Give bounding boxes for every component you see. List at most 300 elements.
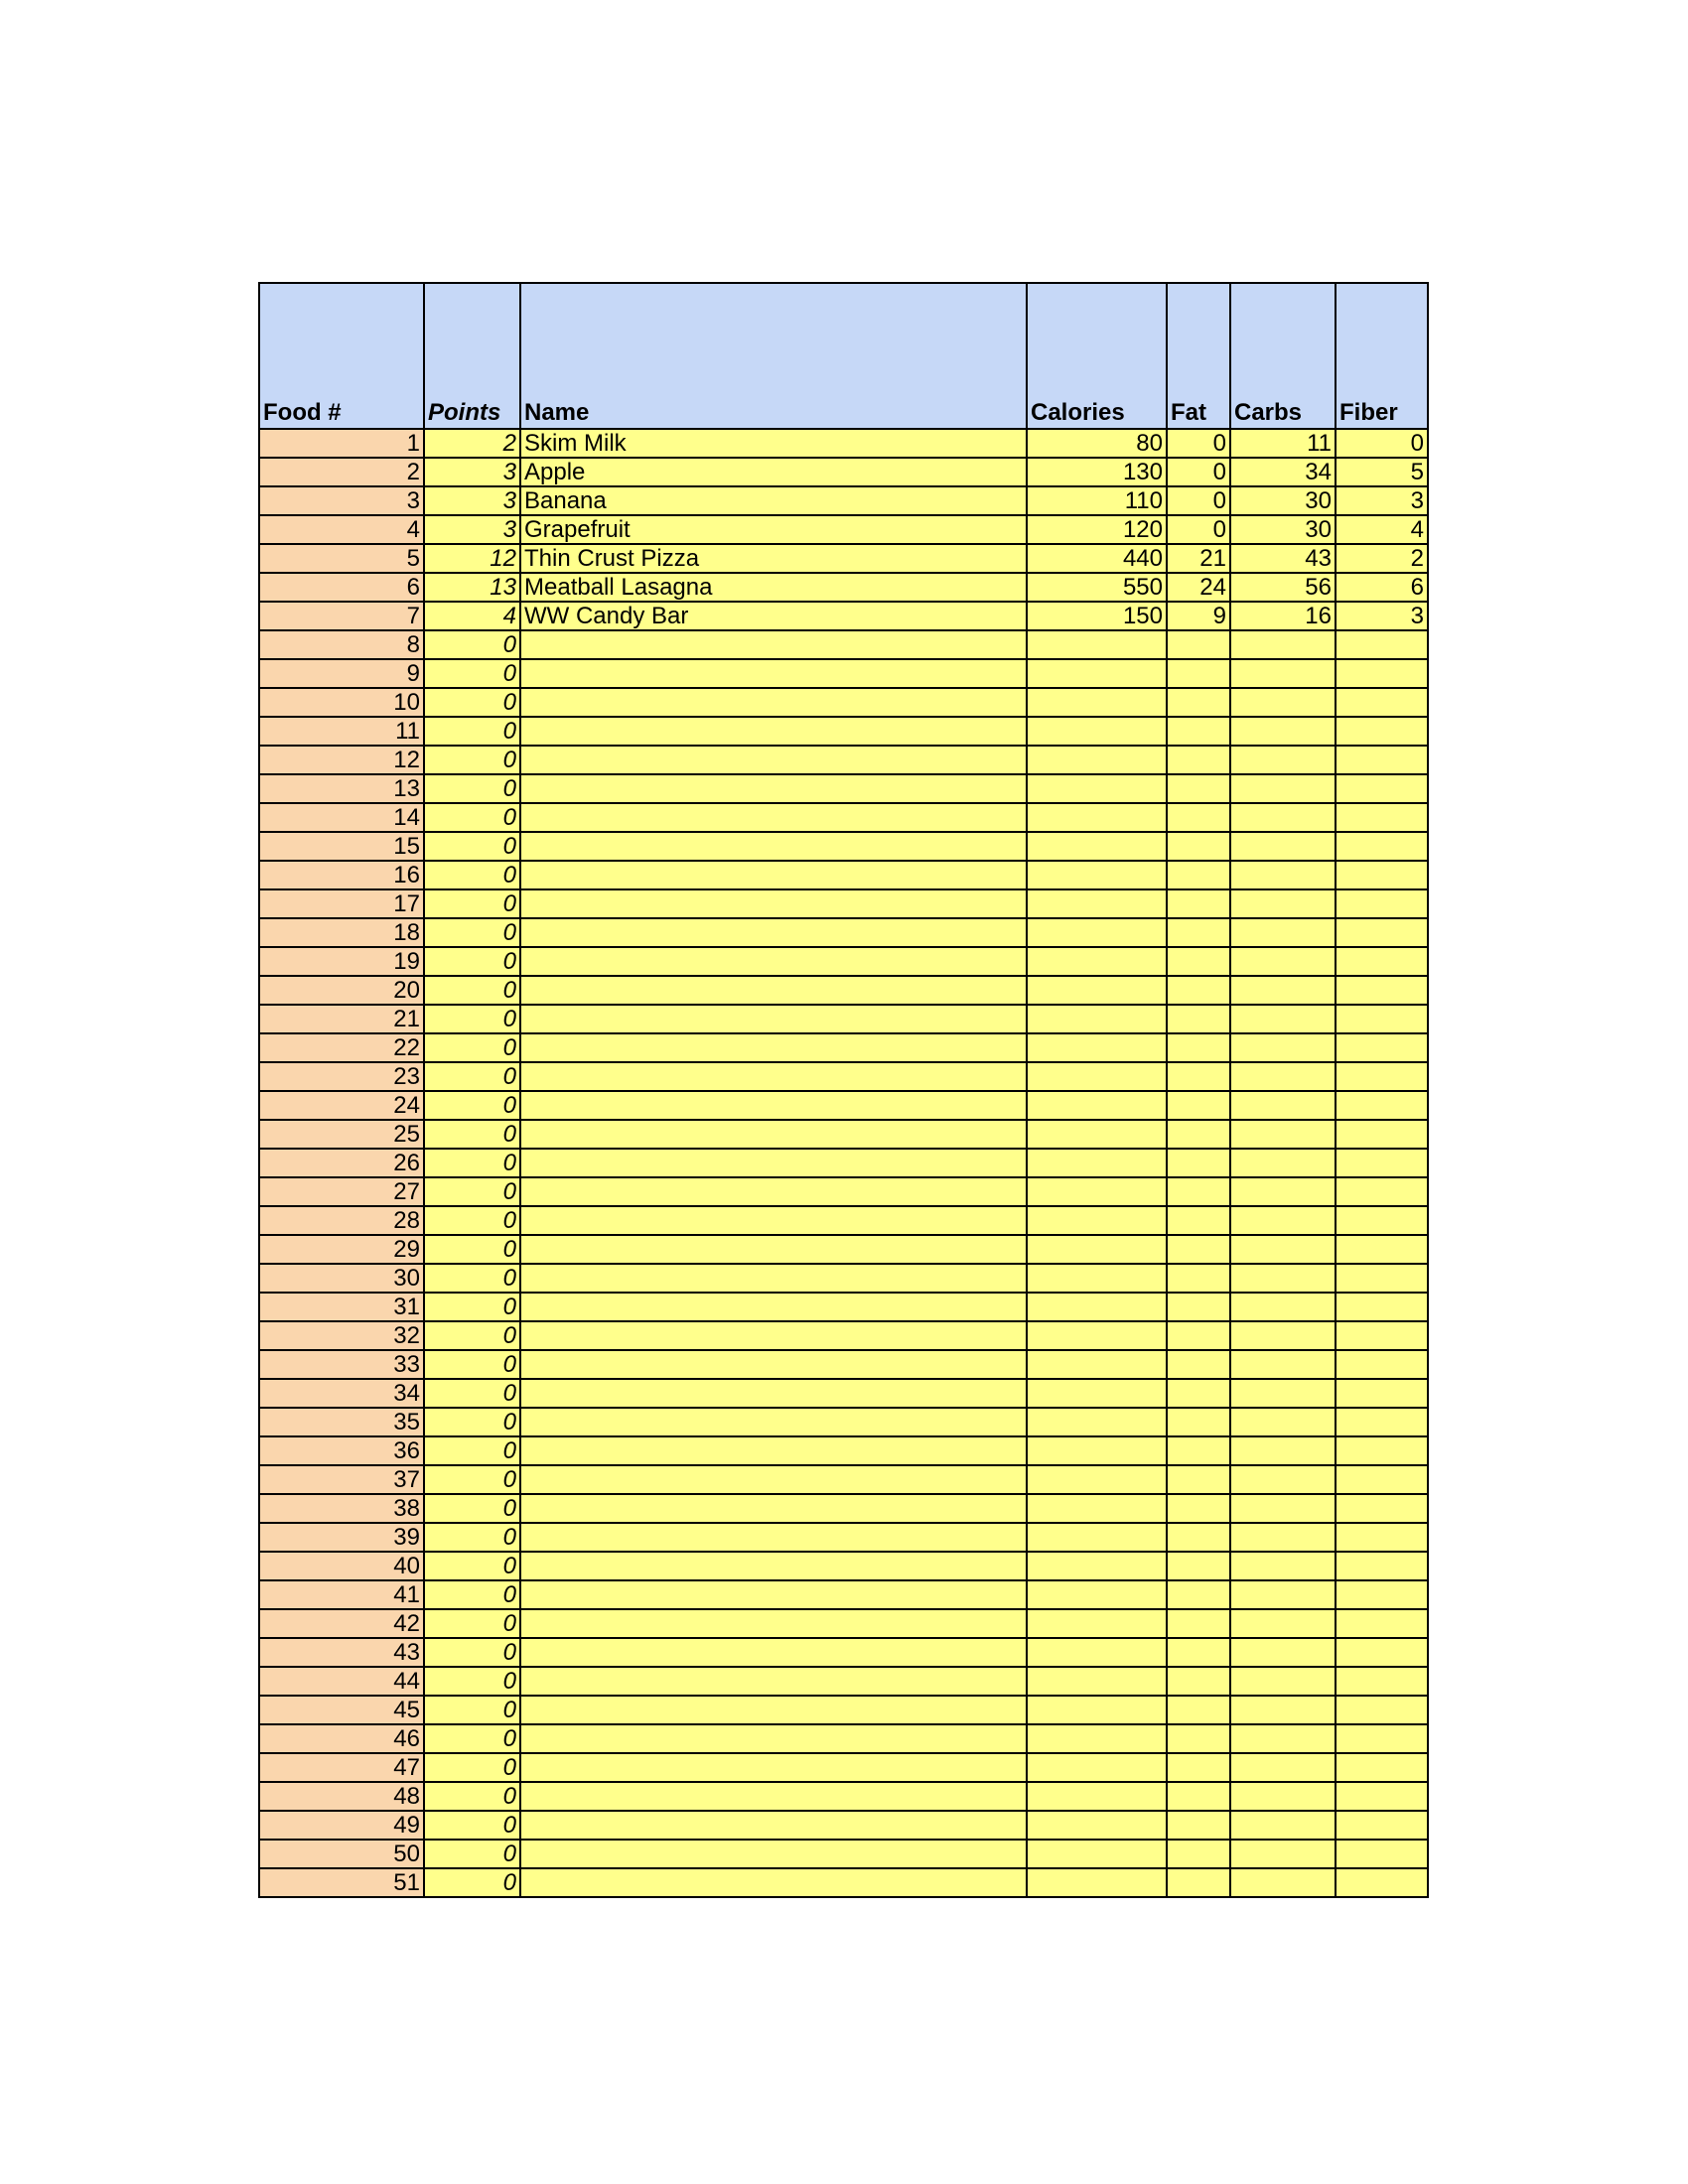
cell-points[interactable]: 0 xyxy=(424,746,520,774)
cell-fiber[interactable] xyxy=(1336,1177,1428,1206)
cell-points[interactable]: 0 xyxy=(424,1811,520,1840)
cell-carbs[interactable]: 56 xyxy=(1230,573,1336,602)
cell-fat[interactable] xyxy=(1167,1379,1230,1408)
cell-fat[interactable] xyxy=(1167,717,1230,746)
cell-name[interactable] xyxy=(520,1840,1027,1868)
cell-fiber[interactable] xyxy=(1336,1696,1428,1724)
cell-points[interactable]: 0 xyxy=(424,1868,520,1897)
cell-fiber[interactable] xyxy=(1336,1667,1428,1696)
cell-points[interactable]: 0 xyxy=(424,1120,520,1149)
cell-calories[interactable] xyxy=(1027,1724,1167,1753)
cell-name[interactable]: Banana xyxy=(520,486,1027,515)
cell-food-number[interactable]: 33 xyxy=(259,1350,424,1379)
cell-fiber[interactable] xyxy=(1336,1264,1428,1293)
cell-calories[interactable] xyxy=(1027,1523,1167,1552)
cell-fat[interactable]: 0 xyxy=(1167,458,1230,486)
cell-points[interactable]: 0 xyxy=(424,1580,520,1609)
header-food-number[interactable]: Food # xyxy=(259,283,424,429)
cell-fiber[interactable] xyxy=(1336,832,1428,861)
cell-name[interactable] xyxy=(520,1667,1027,1696)
cell-food-number[interactable]: 27 xyxy=(259,1177,424,1206)
cell-points[interactable]: 0 xyxy=(424,1667,520,1696)
cell-name[interactable] xyxy=(520,889,1027,918)
cell-food-number[interactable]: 22 xyxy=(259,1033,424,1062)
cell-name[interactable] xyxy=(520,717,1027,746)
cell-points[interactable]: 0 xyxy=(424,1033,520,1062)
cell-name[interactable]: WW Candy Bar xyxy=(520,602,1027,630)
cell-carbs[interactable]: 30 xyxy=(1230,486,1336,515)
cell-fiber[interactable] xyxy=(1336,1321,1428,1350)
cell-carbs[interactable] xyxy=(1230,1005,1336,1033)
cell-fat[interactable] xyxy=(1167,1638,1230,1667)
cell-name[interactable]: Grapefruit xyxy=(520,515,1027,544)
cell-carbs[interactable] xyxy=(1230,1667,1336,1696)
cell-name[interactable] xyxy=(520,1753,1027,1782)
cell-points[interactable]: 0 xyxy=(424,1840,520,1868)
cell-food-number[interactable]: 20 xyxy=(259,976,424,1005)
cell-carbs[interactable] xyxy=(1230,1436,1336,1465)
cell-calories[interactable]: 440 xyxy=(1027,544,1167,573)
cell-food-number[interactable]: 29 xyxy=(259,1235,424,1264)
cell-fiber[interactable]: 3 xyxy=(1336,602,1428,630)
cell-fat[interactable] xyxy=(1167,947,1230,976)
cell-food-number[interactable]: 10 xyxy=(259,688,424,717)
cell-calories[interactable] xyxy=(1027,1782,1167,1811)
cell-fat[interactable]: 21 xyxy=(1167,544,1230,573)
cell-fiber[interactable] xyxy=(1336,976,1428,1005)
cell-fiber[interactable] xyxy=(1336,1149,1428,1177)
cell-points[interactable]: 0 xyxy=(424,630,520,659)
cell-fat[interactable] xyxy=(1167,1840,1230,1868)
header-carbs[interactable]: Carbs xyxy=(1230,283,1336,429)
cell-fiber[interactable] xyxy=(1336,630,1428,659)
cell-calories[interactable] xyxy=(1027,1494,1167,1523)
cell-name[interactable] xyxy=(520,1206,1027,1235)
cell-food-number[interactable]: 49 xyxy=(259,1811,424,1840)
cell-name[interactable]: Thin Crust Pizza xyxy=(520,544,1027,573)
cell-name[interactable] xyxy=(520,1609,1027,1638)
cell-food-number[interactable]: 41 xyxy=(259,1580,424,1609)
cell-name[interactable] xyxy=(520,1149,1027,1177)
cell-fat[interactable] xyxy=(1167,1609,1230,1638)
cell-fiber[interactable]: 3 xyxy=(1336,486,1428,515)
cell-fat[interactable] xyxy=(1167,1177,1230,1206)
cell-fat[interactable] xyxy=(1167,1005,1230,1033)
cell-food-number[interactable]: 19 xyxy=(259,947,424,976)
cell-fiber[interactable] xyxy=(1336,1724,1428,1753)
cell-carbs[interactable] xyxy=(1230,1840,1336,1868)
cell-food-number[interactable]: 38 xyxy=(259,1494,424,1523)
cell-food-number[interactable]: 25 xyxy=(259,1120,424,1149)
cell-name[interactable] xyxy=(520,1523,1027,1552)
cell-points[interactable]: 12 xyxy=(424,544,520,573)
cell-food-number[interactable]: 36 xyxy=(259,1436,424,1465)
cell-fat[interactable] xyxy=(1167,1696,1230,1724)
cell-name[interactable] xyxy=(520,630,1027,659)
cell-fat[interactable] xyxy=(1167,1868,1230,1897)
cell-carbs[interactable] xyxy=(1230,774,1336,803)
cell-food-number[interactable]: 8 xyxy=(259,630,424,659)
cell-food-number[interactable]: 50 xyxy=(259,1840,424,1868)
cell-calories[interactable] xyxy=(1027,1753,1167,1782)
cell-carbs[interactable] xyxy=(1230,1350,1336,1379)
cell-name[interactable] xyxy=(520,1120,1027,1149)
cell-calories[interactable] xyxy=(1027,1638,1167,1667)
cell-points[interactable]: 0 xyxy=(424,1696,520,1724)
cell-fat[interactable] xyxy=(1167,1206,1230,1235)
cell-points[interactable]: 0 xyxy=(424,1350,520,1379)
cell-food-number[interactable]: 4 xyxy=(259,515,424,544)
cell-fiber[interactable] xyxy=(1336,803,1428,832)
cell-name[interactable] xyxy=(520,688,1027,717)
cell-calories[interactable] xyxy=(1027,1696,1167,1724)
cell-name[interactable] xyxy=(520,1350,1027,1379)
cell-fat[interactable]: 0 xyxy=(1167,515,1230,544)
cell-name[interactable] xyxy=(520,659,1027,688)
cell-points[interactable]: 0 xyxy=(424,1465,520,1494)
cell-points[interactable]: 0 xyxy=(424,1552,520,1580)
cell-food-number[interactable]: 45 xyxy=(259,1696,424,1724)
cell-carbs[interactable] xyxy=(1230,1091,1336,1120)
cell-fat[interactable] xyxy=(1167,1149,1230,1177)
cell-fat[interactable] xyxy=(1167,1436,1230,1465)
cell-carbs[interactable]: 43 xyxy=(1230,544,1336,573)
cell-fat[interactable] xyxy=(1167,659,1230,688)
cell-food-number[interactable]: 37 xyxy=(259,1465,424,1494)
cell-name[interactable]: Meatball Lasagna xyxy=(520,573,1027,602)
cell-fiber[interactable] xyxy=(1336,1350,1428,1379)
cell-fat[interactable] xyxy=(1167,1321,1230,1350)
cell-points[interactable]: 0 xyxy=(424,1408,520,1436)
cell-name[interactable] xyxy=(520,1638,1027,1667)
cell-calories[interactable] xyxy=(1027,1609,1167,1638)
cell-fat[interactable] xyxy=(1167,918,1230,947)
cell-points[interactable]: 3 xyxy=(424,515,520,544)
cell-points[interactable]: 0 xyxy=(424,976,520,1005)
cell-calories[interactable] xyxy=(1027,1235,1167,1264)
cell-calories[interactable] xyxy=(1027,1206,1167,1235)
cell-calories[interactable] xyxy=(1027,1321,1167,1350)
cell-points[interactable]: 0 xyxy=(424,1638,520,1667)
cell-fat[interactable] xyxy=(1167,1264,1230,1293)
cell-fiber[interactable]: 2 xyxy=(1336,544,1428,573)
cell-points[interactable]: 0 xyxy=(424,688,520,717)
cell-calories[interactable] xyxy=(1027,1379,1167,1408)
cell-fat[interactable] xyxy=(1167,1782,1230,1811)
cell-calories[interactable] xyxy=(1027,1436,1167,1465)
cell-fat[interactable] xyxy=(1167,1091,1230,1120)
cell-fat[interactable] xyxy=(1167,688,1230,717)
cell-points[interactable]: 0 xyxy=(424,1264,520,1293)
cell-calories[interactable] xyxy=(1027,832,1167,861)
cell-fiber[interactable] xyxy=(1336,1408,1428,1436)
cell-calories[interactable] xyxy=(1027,1580,1167,1609)
cell-carbs[interactable] xyxy=(1230,1033,1336,1062)
cell-calories[interactable] xyxy=(1027,1149,1167,1177)
cell-points[interactable]: 0 xyxy=(424,717,520,746)
cell-fiber[interactable] xyxy=(1336,1436,1428,1465)
cell-food-number[interactable]: 7 xyxy=(259,602,424,630)
cell-food-number[interactable]: 42 xyxy=(259,1609,424,1638)
cell-name[interactable] xyxy=(520,832,1027,861)
cell-carbs[interactable] xyxy=(1230,1609,1336,1638)
cell-name[interactable] xyxy=(520,1436,1027,1465)
cell-food-number[interactable]: 18 xyxy=(259,918,424,947)
cell-fat[interactable]: 0 xyxy=(1167,486,1230,515)
cell-name[interactable] xyxy=(520,1724,1027,1753)
cell-calories[interactable] xyxy=(1027,774,1167,803)
cell-fat[interactable] xyxy=(1167,1667,1230,1696)
cell-calories[interactable] xyxy=(1027,1091,1167,1120)
cell-carbs[interactable]: 34 xyxy=(1230,458,1336,486)
cell-name[interactable] xyxy=(520,1293,1027,1321)
cell-fat[interactable] xyxy=(1167,861,1230,889)
cell-points[interactable]: 0 xyxy=(424,1494,520,1523)
cell-points[interactable]: 0 xyxy=(424,1293,520,1321)
cell-fiber[interactable] xyxy=(1336,1580,1428,1609)
cell-calories[interactable]: 80 xyxy=(1027,429,1167,458)
cell-fiber[interactable] xyxy=(1336,1811,1428,1840)
cell-carbs[interactable] xyxy=(1230,1264,1336,1293)
cell-fat[interactable] xyxy=(1167,832,1230,861)
cell-carbs[interactable] xyxy=(1230,947,1336,976)
cell-food-number[interactable]: 44 xyxy=(259,1667,424,1696)
cell-name[interactable] xyxy=(520,1868,1027,1897)
cell-carbs[interactable] xyxy=(1230,1868,1336,1897)
cell-carbs[interactable] xyxy=(1230,861,1336,889)
cell-calories[interactable] xyxy=(1027,976,1167,1005)
cell-points[interactable]: 0 xyxy=(424,803,520,832)
cell-carbs[interactable] xyxy=(1230,1321,1336,1350)
cell-name[interactable] xyxy=(520,1062,1027,1091)
cell-carbs[interactable] xyxy=(1230,746,1336,774)
cell-fat[interactable] xyxy=(1167,1033,1230,1062)
cell-points[interactable]: 4 xyxy=(424,602,520,630)
cell-calories[interactable] xyxy=(1027,688,1167,717)
cell-name[interactable] xyxy=(520,1580,1027,1609)
cell-points[interactable]: 0 xyxy=(424,1206,520,1235)
cell-points[interactable]: 0 xyxy=(424,947,520,976)
cell-calories[interactable] xyxy=(1027,630,1167,659)
cell-fat[interactable] xyxy=(1167,1580,1230,1609)
cell-fat[interactable]: 24 xyxy=(1167,573,1230,602)
cell-points[interactable]: 0 xyxy=(424,1062,520,1091)
cell-carbs[interactable]: 16 xyxy=(1230,602,1336,630)
cell-name[interactable] xyxy=(520,1552,1027,1580)
cell-calories[interactable] xyxy=(1027,1264,1167,1293)
cell-name[interactable]: Apple xyxy=(520,458,1027,486)
cell-fat[interactable] xyxy=(1167,1408,1230,1436)
cell-points[interactable]: 0 xyxy=(424,659,520,688)
cell-fiber[interactable] xyxy=(1336,659,1428,688)
cell-points[interactable]: 2 xyxy=(424,429,520,458)
cell-points[interactable]: 0 xyxy=(424,1235,520,1264)
cell-fiber[interactable] xyxy=(1336,947,1428,976)
cell-carbs[interactable] xyxy=(1230,1379,1336,1408)
cell-carbs[interactable] xyxy=(1230,1177,1336,1206)
cell-fat[interactable] xyxy=(1167,1494,1230,1523)
cell-fiber[interactable] xyxy=(1336,1840,1428,1868)
cell-fat[interactable] xyxy=(1167,1811,1230,1840)
cell-carbs[interactable] xyxy=(1230,1120,1336,1149)
cell-fiber[interactable] xyxy=(1336,1062,1428,1091)
header-points[interactable]: Points xyxy=(424,283,520,429)
header-calories[interactable]: Calories xyxy=(1027,283,1167,429)
cell-calories[interactable] xyxy=(1027,1408,1167,1436)
cell-points[interactable]: 0 xyxy=(424,1523,520,1552)
cell-carbs[interactable] xyxy=(1230,1811,1336,1840)
cell-name[interactable] xyxy=(520,1177,1027,1206)
cell-fat[interactable] xyxy=(1167,976,1230,1005)
cell-fat[interactable] xyxy=(1167,630,1230,659)
cell-points[interactable]: 0 xyxy=(424,918,520,947)
cell-food-number[interactable]: 16 xyxy=(259,861,424,889)
cell-points[interactable]: 0 xyxy=(424,832,520,861)
cell-fiber[interactable] xyxy=(1336,918,1428,947)
cell-calories[interactable] xyxy=(1027,1840,1167,1868)
cell-fiber[interactable] xyxy=(1336,1868,1428,1897)
cell-fiber[interactable] xyxy=(1336,1005,1428,1033)
cell-points[interactable]: 0 xyxy=(424,1177,520,1206)
cell-carbs[interactable] xyxy=(1230,1408,1336,1436)
cell-name[interactable]: Skim Milk xyxy=(520,429,1027,458)
cell-food-number[interactable]: 17 xyxy=(259,889,424,918)
cell-carbs[interactable] xyxy=(1230,1494,1336,1523)
cell-carbs[interactable] xyxy=(1230,659,1336,688)
cell-food-number[interactable]: 35 xyxy=(259,1408,424,1436)
cell-carbs[interactable]: 30 xyxy=(1230,515,1336,544)
cell-name[interactable] xyxy=(520,1379,1027,1408)
cell-points[interactable]: 0 xyxy=(424,774,520,803)
cell-points[interactable]: 0 xyxy=(424,1379,520,1408)
cell-fat[interactable] xyxy=(1167,1724,1230,1753)
cell-food-number[interactable]: 47 xyxy=(259,1753,424,1782)
cell-carbs[interactable] xyxy=(1230,1580,1336,1609)
cell-carbs[interactable]: 11 xyxy=(1230,429,1336,458)
cell-fiber[interactable] xyxy=(1336,1379,1428,1408)
cell-fiber[interactable] xyxy=(1336,1753,1428,1782)
cell-fat[interactable] xyxy=(1167,1293,1230,1321)
cell-food-number[interactable]: 5 xyxy=(259,544,424,573)
cell-fat[interactable] xyxy=(1167,1552,1230,1580)
cell-fiber[interactable]: 4 xyxy=(1336,515,1428,544)
cell-fat[interactable] xyxy=(1167,1465,1230,1494)
cell-carbs[interactable] xyxy=(1230,1724,1336,1753)
cell-food-number[interactable]: 39 xyxy=(259,1523,424,1552)
cell-points[interactable]: 0 xyxy=(424,1321,520,1350)
cell-carbs[interactable] xyxy=(1230,889,1336,918)
cell-name[interactable] xyxy=(520,774,1027,803)
cell-points[interactable]: 0 xyxy=(424,1724,520,1753)
cell-calories[interactable] xyxy=(1027,1350,1167,1379)
cell-calories[interactable] xyxy=(1027,1667,1167,1696)
cell-name[interactable] xyxy=(520,1033,1027,1062)
cell-calories[interactable] xyxy=(1027,1177,1167,1206)
cell-calories[interactable]: 150 xyxy=(1027,602,1167,630)
cell-name[interactable] xyxy=(520,1235,1027,1264)
cell-name[interactable] xyxy=(520,861,1027,889)
cell-points[interactable]: 3 xyxy=(424,458,520,486)
cell-carbs[interactable] xyxy=(1230,918,1336,947)
cell-carbs[interactable] xyxy=(1230,976,1336,1005)
cell-fat[interactable] xyxy=(1167,746,1230,774)
cell-points[interactable]: 0 xyxy=(424,1782,520,1811)
cell-name[interactable] xyxy=(520,947,1027,976)
cell-food-number[interactable]: 34 xyxy=(259,1379,424,1408)
cell-food-number[interactable]: 13 xyxy=(259,774,424,803)
cell-name[interactable] xyxy=(520,1811,1027,1840)
cell-food-number[interactable]: 23 xyxy=(259,1062,424,1091)
cell-points[interactable]: 0 xyxy=(424,889,520,918)
cell-food-number[interactable]: 9 xyxy=(259,659,424,688)
cell-points[interactable]: 3 xyxy=(424,486,520,515)
cell-name[interactable] xyxy=(520,746,1027,774)
cell-calories[interactable] xyxy=(1027,861,1167,889)
cell-points[interactable]: 0 xyxy=(424,861,520,889)
cell-points[interactable]: 0 xyxy=(424,1149,520,1177)
cell-fat[interactable]: 9 xyxy=(1167,602,1230,630)
cell-food-number[interactable]: 40 xyxy=(259,1552,424,1580)
cell-points[interactable]: 0 xyxy=(424,1091,520,1120)
cell-fiber[interactable] xyxy=(1336,717,1428,746)
cell-food-number[interactable]: 30 xyxy=(259,1264,424,1293)
cell-food-number[interactable]: 46 xyxy=(259,1724,424,1753)
cell-name[interactable] xyxy=(520,1321,1027,1350)
cell-carbs[interactable] xyxy=(1230,1235,1336,1264)
cell-fiber[interactable] xyxy=(1336,1494,1428,1523)
cell-calories[interactable] xyxy=(1027,889,1167,918)
cell-fiber[interactable] xyxy=(1336,1293,1428,1321)
cell-calories[interactable]: 130 xyxy=(1027,458,1167,486)
cell-carbs[interactable] xyxy=(1230,1465,1336,1494)
cell-fiber[interactable] xyxy=(1336,688,1428,717)
cell-food-number[interactable]: 48 xyxy=(259,1782,424,1811)
cell-fiber[interactable] xyxy=(1336,1465,1428,1494)
cell-name[interactable] xyxy=(520,1696,1027,1724)
header-fat[interactable]: Fat xyxy=(1167,283,1230,429)
cell-fiber[interactable]: 5 xyxy=(1336,458,1428,486)
cell-fiber[interactable] xyxy=(1336,1206,1428,1235)
cell-calories[interactable] xyxy=(1027,1552,1167,1580)
cell-fiber[interactable] xyxy=(1336,1033,1428,1062)
cell-carbs[interactable] xyxy=(1230,1206,1336,1235)
cell-calories[interactable] xyxy=(1027,1868,1167,1897)
cell-calories[interactable] xyxy=(1027,918,1167,947)
cell-name[interactable] xyxy=(520,976,1027,1005)
cell-carbs[interactable] xyxy=(1230,1149,1336,1177)
cell-food-number[interactable]: 26 xyxy=(259,1149,424,1177)
cell-name[interactable] xyxy=(520,1408,1027,1436)
cell-fiber[interactable] xyxy=(1336,1120,1428,1149)
cell-food-number[interactable]: 2 xyxy=(259,458,424,486)
cell-fat[interactable] xyxy=(1167,1753,1230,1782)
cell-food-number[interactable]: 24 xyxy=(259,1091,424,1120)
cell-fat[interactable] xyxy=(1167,774,1230,803)
cell-carbs[interactable] xyxy=(1230,1696,1336,1724)
cell-carbs[interactable] xyxy=(1230,688,1336,717)
cell-food-number[interactable]: 12 xyxy=(259,746,424,774)
cell-carbs[interactable] xyxy=(1230,1062,1336,1091)
cell-carbs[interactable] xyxy=(1230,1638,1336,1667)
cell-food-number[interactable]: 3 xyxy=(259,486,424,515)
cell-calories[interactable] xyxy=(1027,1465,1167,1494)
cell-food-number[interactable]: 32 xyxy=(259,1321,424,1350)
cell-points[interactable]: 0 xyxy=(424,1436,520,1465)
cell-fat[interactable] xyxy=(1167,1350,1230,1379)
cell-calories[interactable] xyxy=(1027,803,1167,832)
cell-fat[interactable] xyxy=(1167,1523,1230,1552)
cell-fiber[interactable]: 6 xyxy=(1336,573,1428,602)
